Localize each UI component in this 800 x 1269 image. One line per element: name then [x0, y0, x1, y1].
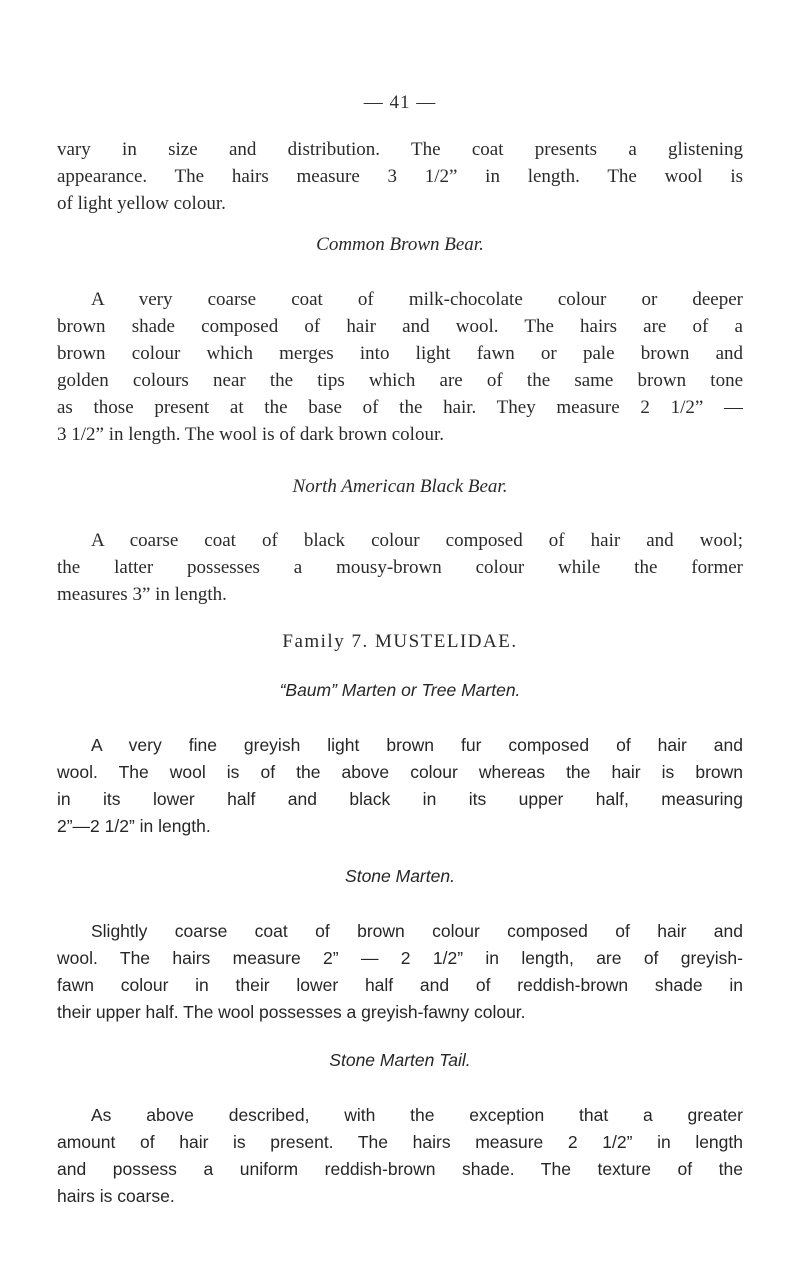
text-line: brown shade composed of hair and wool. The hairs are of a: [57, 316, 743, 337]
text-line: As above described, with the exception that a greater: [91, 1105, 743, 1125]
stone-marten-paragraph: [57, 918, 743, 1026]
brown-bear-paragraph: [57, 286, 743, 448]
text-line: measures 3” in length.: [57, 584, 227, 605]
intro-paragraph: [57, 136, 743, 217]
black-bear-paragraph: [57, 527, 743, 608]
family-prefix: Family: [282, 631, 346, 652]
text-line: A coarse coat of black colour composed of hair and wool;: [91, 530, 743, 551]
text-line: as those present at the base of the hair. They measure 2 1/2” —: [57, 397, 743, 418]
text-line: fawn colour in their lower half and of reddish-brown shade in: [57, 975, 743, 995]
text-line: amount of hair is present. The hairs measure 2 1/2” in length: [57, 1132, 743, 1152]
text-line: A very fine greyish light brown fur composed of hair and: [91, 735, 743, 755]
text-line: appearance. The hairs measure 3 1/2” in length. The wool is: [57, 166, 743, 187]
stone-marten-tail-paragraph: [57, 1102, 743, 1210]
family-name: MUSTELIDAE.: [374, 631, 518, 652]
text-line: hairs is coarse.: [57, 1186, 175, 1206]
text-line: their upper half. The wool possesses a greyish-fawny colour.: [57, 1002, 526, 1022]
text-line: of light yellow colour.: [57, 193, 226, 214]
text-line: wool. The wool is of the above colour whereas the hair is brown: [57, 762, 743, 782]
text-line: vary in size and distribution. The coat presents a glistening: [57, 139, 743, 160]
family-heading: [0, 631, 800, 653]
section-heading-black-bear: North American Black Bear.: [292, 476, 508, 497]
text-line: the latter possesses a mousy-brown colour while the former: [57, 557, 743, 578]
page-number: — 41 —: [363, 92, 437, 113]
text-line: 2”—2 1/2” in length.: [57, 816, 211, 836]
baum-marten-paragraph: [57, 732, 743, 840]
text-line: golden colours near the tips which are of the same brown tone: [57, 370, 743, 391]
section-heading-baum-marten: “Baum” Marten or Tree Marten.: [279, 680, 521, 700]
text-line: wool. The hairs measure 2” — 2 1/2” in length, are of greyish-: [57, 948, 743, 968]
family-number: 7.: [351, 631, 369, 652]
text-line: in its lower half and black in its upper half, measuring: [57, 789, 743, 809]
text-line: Slightly coarse coat of brown colour composed of hair and: [91, 921, 743, 941]
text-line: brown colour which merges into light fawn or pale brown and: [57, 343, 743, 364]
text-line: and possess a uniform reddish-brown shade. The texture of the: [57, 1159, 743, 1179]
section-heading-brown-bear: Common Brown Bear.: [316, 234, 484, 255]
text-line: A very coarse coat of milk-chocolate colour or deeper: [91, 289, 743, 310]
section-heading-stone-marten-tail: Stone Marten Tail.: [329, 1050, 471, 1070]
section-heading-stone-marten: Stone Marten.: [345, 866, 455, 886]
text-line: 3 1/2” in length. The wool is of dark brown colour.: [57, 424, 444, 445]
